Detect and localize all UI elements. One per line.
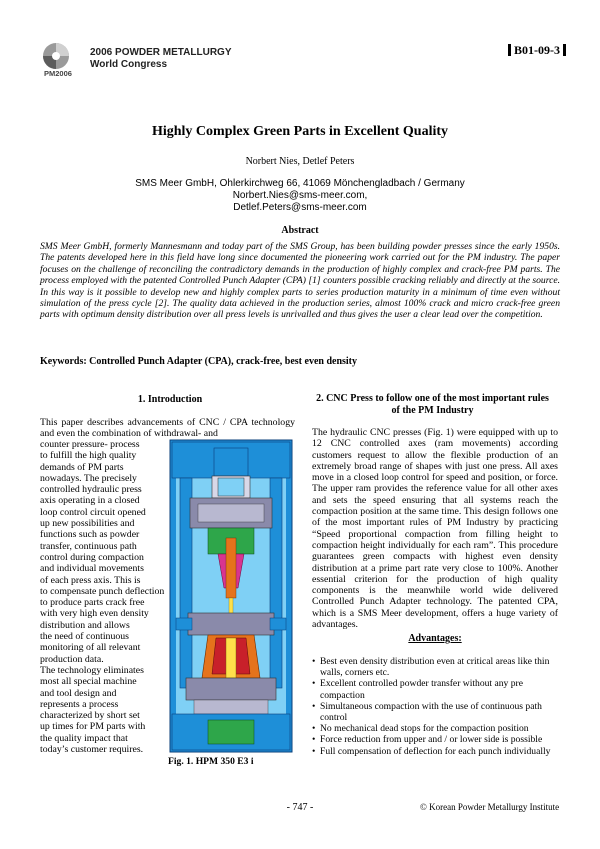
intro-line: the need of continuous: [40, 631, 129, 643]
intro-line: today’s customer requires.: [40, 744, 144, 756]
intro-line: The technology eliminates: [40, 664, 144, 676]
cnc-text: The hydraulic CNC presses (Fig. 1) were equipped with up to 12 CNC controlled axes (ram movements) according customers request to allow the flexible production of an extremely broad range of shapes with just one press. All axes move in a closed loop control for speed and position, or force. The upper ram provides the reference value for all other axes and sets the speed ensuring that all systems reach the compaction position at the same time. This design follows one of the most important rules of PM Industry by practicing “Speed proportional compaction from filling height to compaction height individually for each ram”. This procedure guarantees green compacts with highest even density distribution at a prime part rate very close to 100%. Another essential criterion for the production of high quality components is the meanwhile world wide delivered Controlled Punch Adapter technology. The patented CPA, which is a SMS Meer development, offers a huge variety of advantages.: [312, 427, 558, 631]
intro-line: distribution and allows: [40, 619, 130, 631]
intro-line: axis operating in a closed: [40, 495, 140, 507]
paper-title: Highly Complex Green Parts in Excellent Quality: [151, 124, 449, 139]
paper-code: [505, 43, 569, 58]
authors: Norbert Nies, Detlef Peters: [245, 156, 355, 167]
cnc-heading: [305, 393, 560, 417]
advantage-item: • Best even density distribution even at critical areas like thin walls, corners etc.: [312, 656, 562, 678]
intro-line: of each press axis. This is: [40, 574, 141, 586]
press-diagram: [168, 438, 294, 754]
intro-heading: 1. Introduction: [137, 394, 203, 405]
figure-caption: Fig. 1. HPM 350 E3 i: [168, 756, 254, 767]
intro-wrapped-text: [40, 439, 165, 756]
intro-line: to fulfill the high quality: [40, 450, 137, 462]
intro-line: nowadays. The precisely: [40, 472, 137, 484]
cnc-heading-line1: 2. CNC Press to follow one of the most important rules: [316, 393, 549, 404]
copyright: © Korean Powder Metallurgy Institute: [420, 802, 560, 812]
email-1: Norbert.Nies@sms-meer.com,: [232, 190, 368, 201]
intro-line: up times for PM parts with: [40, 721, 146, 733]
conference-line1: 2006 POWDER METALLURGY: [90, 47, 232, 58]
intro-line: demands of PM parts: [40, 461, 124, 473]
page-number: - 747 -: [286, 802, 314, 813]
intro-line: controlled hydraulic press: [40, 484, 142, 496]
abstract-heading: Abstract: [281, 225, 319, 236]
intro-line: and individual movements: [40, 563, 144, 575]
intro-line: the quality impact that: [40, 732, 128, 744]
intro-line: most all special machine: [40, 676, 137, 688]
logo-text: PM2006: [44, 69, 72, 78]
conference-name: [90, 47, 232, 71]
intro-line: with very high even density: [40, 608, 149, 620]
intro-line: monitoring of all relevant: [40, 642, 141, 654]
advantage-item: • Force reduction from upper and / or lower side is possible: [312, 734, 562, 745]
intro-line: characterized by short set: [40, 710, 140, 722]
press-figure: [168, 438, 294, 754]
advantage-item: • Full compensation of deflection for each punch individually: [312, 746, 562, 757]
intro-line: transfer, continuous path: [40, 540, 137, 552]
keywords: Keywords: Controlled Punch Adapter (CPA), crack-free, best even density: [40, 356, 358, 367]
pm2006-logo-icon: [34, 40, 84, 88]
intro-line: represents a process: [40, 698, 119, 710]
advantage-item: • Simultaneous compaction with the use of continuous path control: [312, 701, 562, 723]
affiliation: SMS Meer GmbH, Ohlerkirchweg 66, 41069 Mönchengladbach / Germany: [135, 178, 465, 189]
intro-line: and tool design and: [40, 687, 117, 699]
cnc-heading-line2: of the PM Industry: [391, 405, 474, 416]
intro-line: counter pressure- process: [40, 439, 140, 450]
intro-line: loop control circuit opened: [40, 506, 146, 518]
intro-line: production data.: [40, 653, 104, 665]
email-2: Detlef.Peters@sms-meer.com: [233, 202, 367, 213]
advantage-item: • No mechanical dead stops for the compaction position: [312, 723, 562, 734]
abstract-text: SMS Meer GmbH, formerly Mannesmann and today part of the SMS Group, has been building powder presses since the early 1950s. The patents developed here in this field have long since documented the pioneering work carried out for the PM industry. The paper focuses on the challenge of reconciling the contradictory demands in the production of highly complex and crack-free PM parts. The process employed with the patented Controlled Punch Adapter (CPA) [1] counters possible cracking reliably and directly at the source. In this way is it possible to develop new and highly complex parts to series production maturity in a minimum of time even without simulation of the press cycle [2]. The quality data achieved in the production series, almost 100% crack and micro crack-free green parts with optimum density distribution over all press levels is unrivalled and thus gives the user a clear lead over the competition.: [40, 241, 560, 321]
intro-top-text: This paper describes advancements of CNC / CPA technology and even the combination of withdrawal- and: [40, 417, 295, 440]
advantages-list: [312, 656, 562, 757]
intro-line: control during compaction: [40, 551, 144, 563]
advantages-heading: Advantages:: [408, 633, 462, 644]
intro-line: functions such as powder: [40, 529, 140, 541]
intro-line: to compensate punch deflection: [40, 585, 165, 597]
intro-line: up new possibilities and: [40, 518, 135, 530]
advantage-item: • Excellent controlled powder transfer without any pre compaction: [312, 678, 562, 700]
conference-line2: World Congress: [90, 59, 168, 70]
intro-line: to produce parts crack free: [40, 597, 145, 609]
paper-code-text: B01-09-3: [514, 43, 560, 57]
